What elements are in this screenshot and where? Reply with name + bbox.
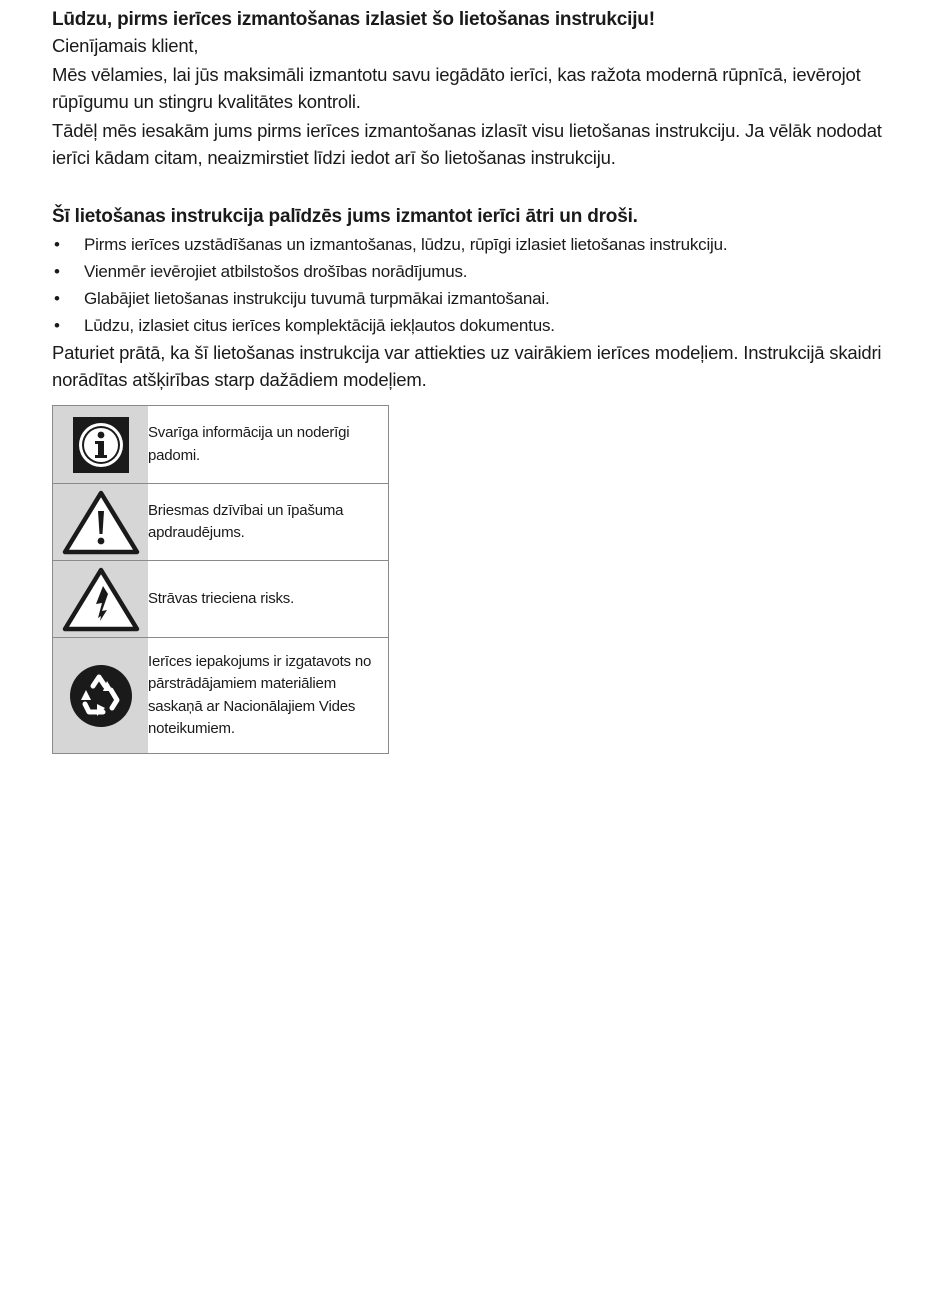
guide-heading: Šī lietošanas instrukcija palīdzēs jums izmantot ierīci ātri un droši. bbox=[52, 206, 638, 227]
warning-icon bbox=[53, 489, 148, 555]
greeting: Cienījamais klient, bbox=[52, 35, 199, 56]
legend-text: Ierīces iepakojums ir izgatavots no pārstrādājamiem materiāliem saskaņā ar Nacionālajiem Vides noteikumiem. bbox=[148, 638, 389, 754]
bullet-marker: • bbox=[54, 289, 60, 308]
legend-icon-cell bbox=[53, 561, 149, 638]
legend-row-warning bbox=[53, 484, 389, 561]
legend-text: Strāvas trieciena risks. bbox=[148, 561, 389, 638]
list-item bbox=[52, 285, 902, 312]
list-item-text: Glabājiet lietošanas instrukciju tuvumā turpmākai izmantošanai. bbox=[84, 289, 550, 308]
models-note: Paturiet prātā, ka šī lietošanas instrukcija var attiekties uz vairākiem ierīces modeļiem. Instrukcijā skaidri norādītas atšķirības starp dažādiem modeļiem. bbox=[52, 342, 882, 390]
legend-text: Briesmas dzīvībai un īpašuma apdraudējums. bbox=[148, 484, 389, 561]
bullet-marker: • bbox=[54, 262, 60, 281]
intro-paragraph-2: Tādēļ mēs iesakām jums pirms ierīces izmantošanas izlasīt visu lietošanas instrukciju. Ja vēlāk nododat ierīci kādam citam, neaizmirstiet līdzi iedot arī šo lietošanas instrukciju. bbox=[52, 120, 882, 168]
intro-heading: Lūdzu, pirms ierīces izmantošanas izlasiet šo lietošanas instrukciju! bbox=[52, 9, 655, 30]
list-item-text: Pirms ierīces uzstādīšanas un izmantošanas, lūdzu, rūpīgi izlasiet lietošanas instrukciju. bbox=[84, 235, 728, 254]
list-item bbox=[52, 312, 902, 339]
legend-row-recycle bbox=[53, 638, 389, 754]
symbol-legend-table bbox=[52, 405, 389, 754]
legend-row-info bbox=[53, 406, 389, 484]
info-icon bbox=[53, 416, 148, 474]
legend-text: Svarīga informācija un noderīgi padomi. bbox=[148, 406, 389, 484]
list-item-text: Vienmēr ievērojiet atbilstošos drošības norādījumus. bbox=[84, 262, 468, 281]
bullet-marker: • bbox=[54, 316, 60, 335]
legend-icon-cell bbox=[53, 406, 149, 484]
intro-paragraph-1: Mēs vēlamies, lai jūs maksimāli izmantotu savu iegādāto ierīci, kas ražota modernā rūpnīcā, ievērojot rūpīgumu un stingru kvalitātes kontroli. bbox=[52, 64, 861, 112]
list-item bbox=[52, 258, 902, 285]
electric-shock-icon bbox=[53, 566, 148, 632]
list-item-text: Lūdzu, izlasiet citus ierīces komplektācijā iekļautos dokumentus. bbox=[84, 316, 555, 335]
guide-bullet-list bbox=[52, 231, 902, 339]
recycle-icon bbox=[53, 664, 148, 728]
bullet-marker: • bbox=[54, 235, 60, 254]
list-item bbox=[52, 231, 902, 258]
legend-icon-cell bbox=[53, 484, 149, 561]
legend-row-electric bbox=[53, 561, 389, 638]
legend-icon-cell bbox=[53, 638, 149, 754]
document-page bbox=[52, 8, 902, 393]
